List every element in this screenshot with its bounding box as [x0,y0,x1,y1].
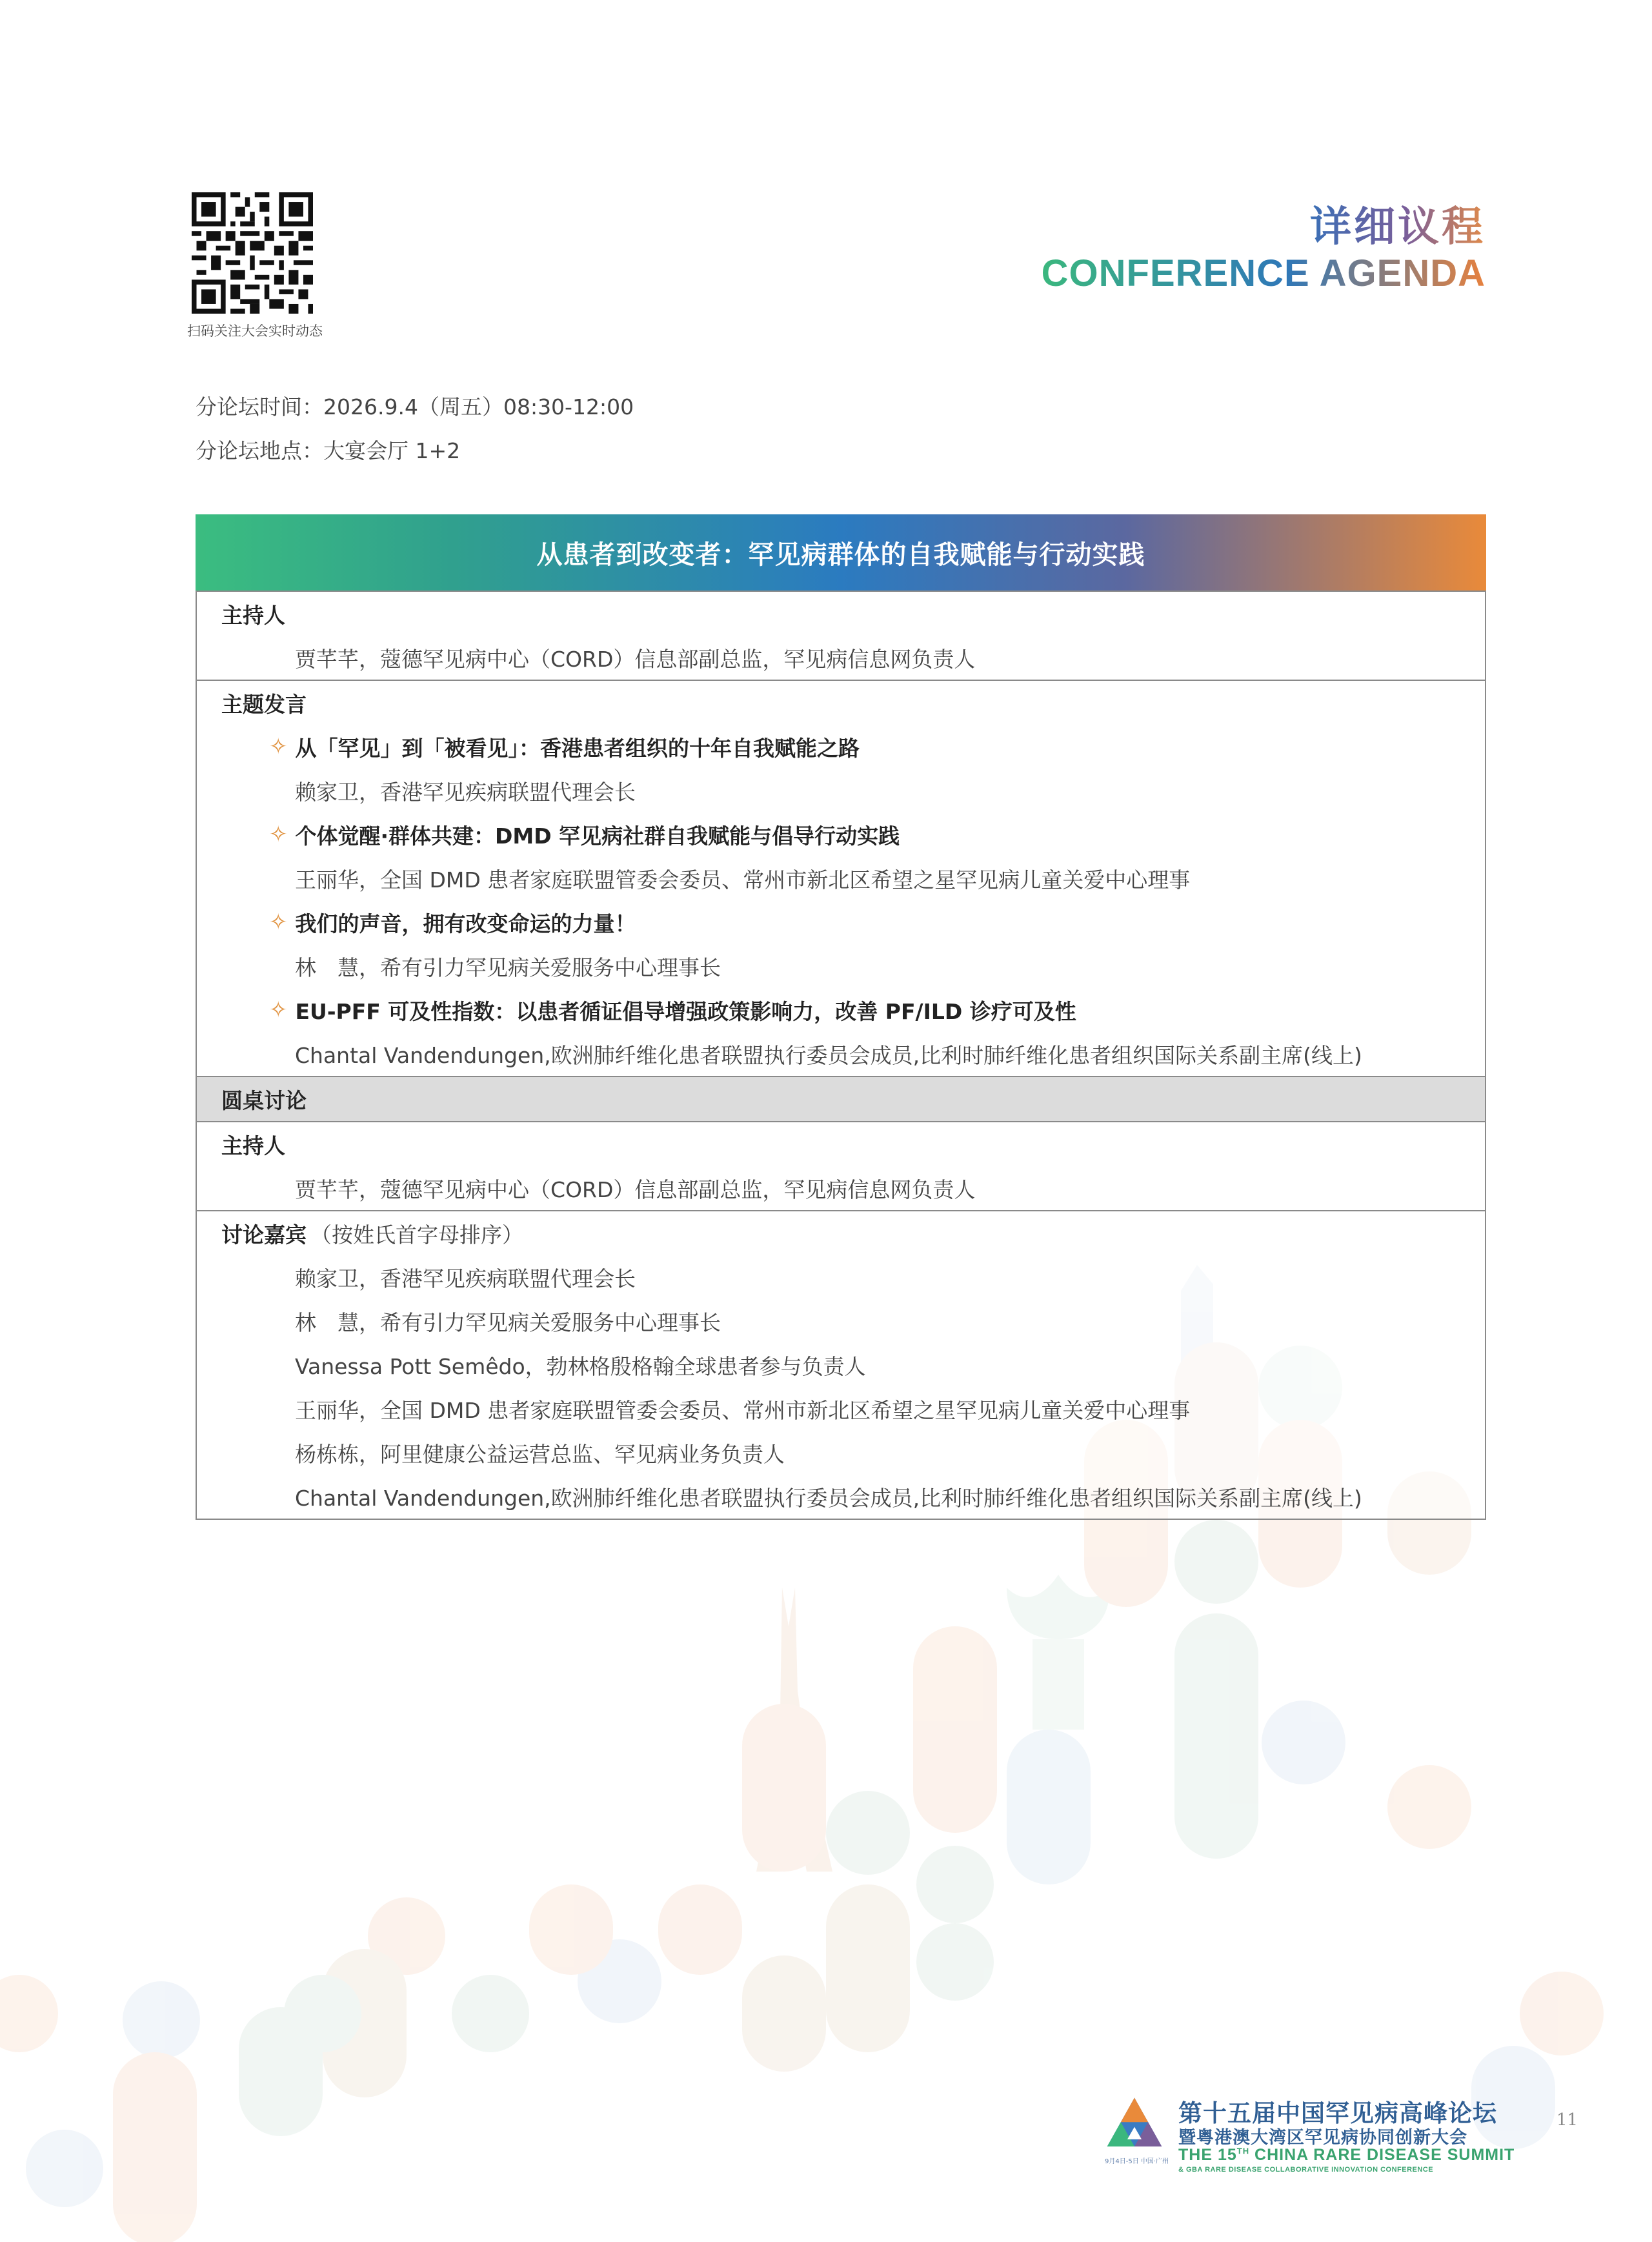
keynote-section [197,680,1485,1076]
keynote-label: 主题发言 [221,691,307,717]
talk-speaker: 林 慧，希有引力罕见病关爱服务中心理事长 [295,954,721,980]
footer-title-en-prefix: THE 15 [1178,2146,1237,2164]
star-icon: ✧ [269,909,288,935]
talk-title-text: 个体觉醒·群体共建：DMD 罕见病社群自我赋能与倡导行动实践 [295,823,900,849]
panelist: 林 慧，希有引力罕见病关爱服务中心理事长 [295,1309,721,1335]
host-label: 主持人 [221,602,285,628]
forum-place: 分论坛地点：大宴会厅 1+2 [196,438,461,463]
panelist: Chantal Vandendungen,欧洲肺纤维化患者联盟执行委员会成员,比利时肺纤维化患者组织国际关系副主席(线上) [295,1485,1362,1511]
roundtable-host-section [197,1121,1485,1210]
roundtable-header [197,1076,1485,1121]
page-title-zh: 详细议程 [1310,194,1486,253]
footer-title-en-suffix: CHINA RARE DISEASE SUMMIT [1249,2146,1515,2164]
panelist: 王丽华，全国 DMD 患者家庭联盟管委会委员、常州市新北区希望之星罕见病儿童关爱中心理事 [295,1397,1191,1423]
page-title-en: CONFERENCE AGENDA [1041,252,1486,294]
panelists-label: 讨论嘉宾 [221,1222,307,1247]
talk-speaker: 赖家卫，香港罕见疾病联盟代理会长 [295,779,636,805]
footer-title-en-sup: TH [1236,2146,1250,2156]
summit-logo-icon [1105,2094,1164,2154]
roundtable-host-label: 主持人 [221,1133,285,1158]
talk-title [197,988,1485,1032]
talk-title-text: 从「罕见」到「被看见」：香港患者组织的十年自我赋能之路 [295,735,860,761]
footer-logo-date: 9月4日-5日 中国·广州 [1105,2158,1169,2165]
star-icon: ✧ [269,734,288,760]
star-icon: ✧ [269,997,288,1023]
talk-speaker: Chantal Vandendungen,欧洲肺纤维化患者联盟执行委员会成员,比利时肺纤维化患者组织国际关系副主席(线上) [295,1042,1362,1068]
panelist: 杨栋栋，阿里健康公益运营总监、罕见病业务负责人 [295,1441,785,1467]
panelists-section [197,1210,1485,1519]
panelist: 赖家卫，香港罕见疾病联盟代理会长 [295,1266,636,1291]
talk-title [197,813,1485,856]
host-section [197,591,1485,680]
panelists-note: （按姓氏首字母排序） [310,1222,523,1247]
talk-title-text: 我们的声音，拥有改变命运的力量！ [295,911,636,936]
panelist: Vanessa Pott Semêdo，勃林格殷格翰全球患者参与负责人 [295,1353,866,1379]
page-number: 11 [1556,2110,1578,2130]
talk-title [197,725,1485,769]
host-person: 贾芊芊，蔻德罕见病中心（CORD）信息部副总监，罕见病信息网负责人 [295,646,976,672]
footer-title-en [1178,2146,1515,2165]
star-icon: ✧ [269,822,288,847]
qr-code-icon[interactable] [192,192,313,314]
talk-speaker: 王丽华，全国 DMD 患者家庭联盟管委会委员、常州市新北区希望之星罕见病儿童关爱中心理事 [295,867,1191,893]
agenda-table [196,514,1486,1520]
qr-caption: 扫码关注大会实时动态 [187,323,323,339]
footer-title-zh: 第十五届中国罕见病高峰论坛 [1178,2099,1497,2127]
roundtable-label: 圆桌讨论 [221,1087,307,1113]
footer-subtitle-zh: 暨粤港澳大湾区罕见病协同创新大会 [1178,2128,1467,2148]
talk-title-text: EU-PFF 可及性指数：以患者循证倡导增强政策影响力，改善 PF/ILD 诊疗可及性 [295,998,1076,1024]
forum-time: 分论坛时间：2026.9.4（周五）08:30-12:00 [196,394,634,419]
footer-subtitle-en: & GBA RARE DISEASE COLLABORATIVE INNOVATION CONFERENCE [1178,2166,1434,2174]
talk-title [197,900,1485,944]
roundtable-host-person: 贾芊芊，蔻德罕见病中心（CORD）信息部副总监，罕见病信息网负责人 [295,1177,976,1202]
agenda-banner: 从患者到改变者：罕见病群体的自我赋能与行动实践 [196,514,1486,591]
panelists-header [197,1211,1485,1255]
